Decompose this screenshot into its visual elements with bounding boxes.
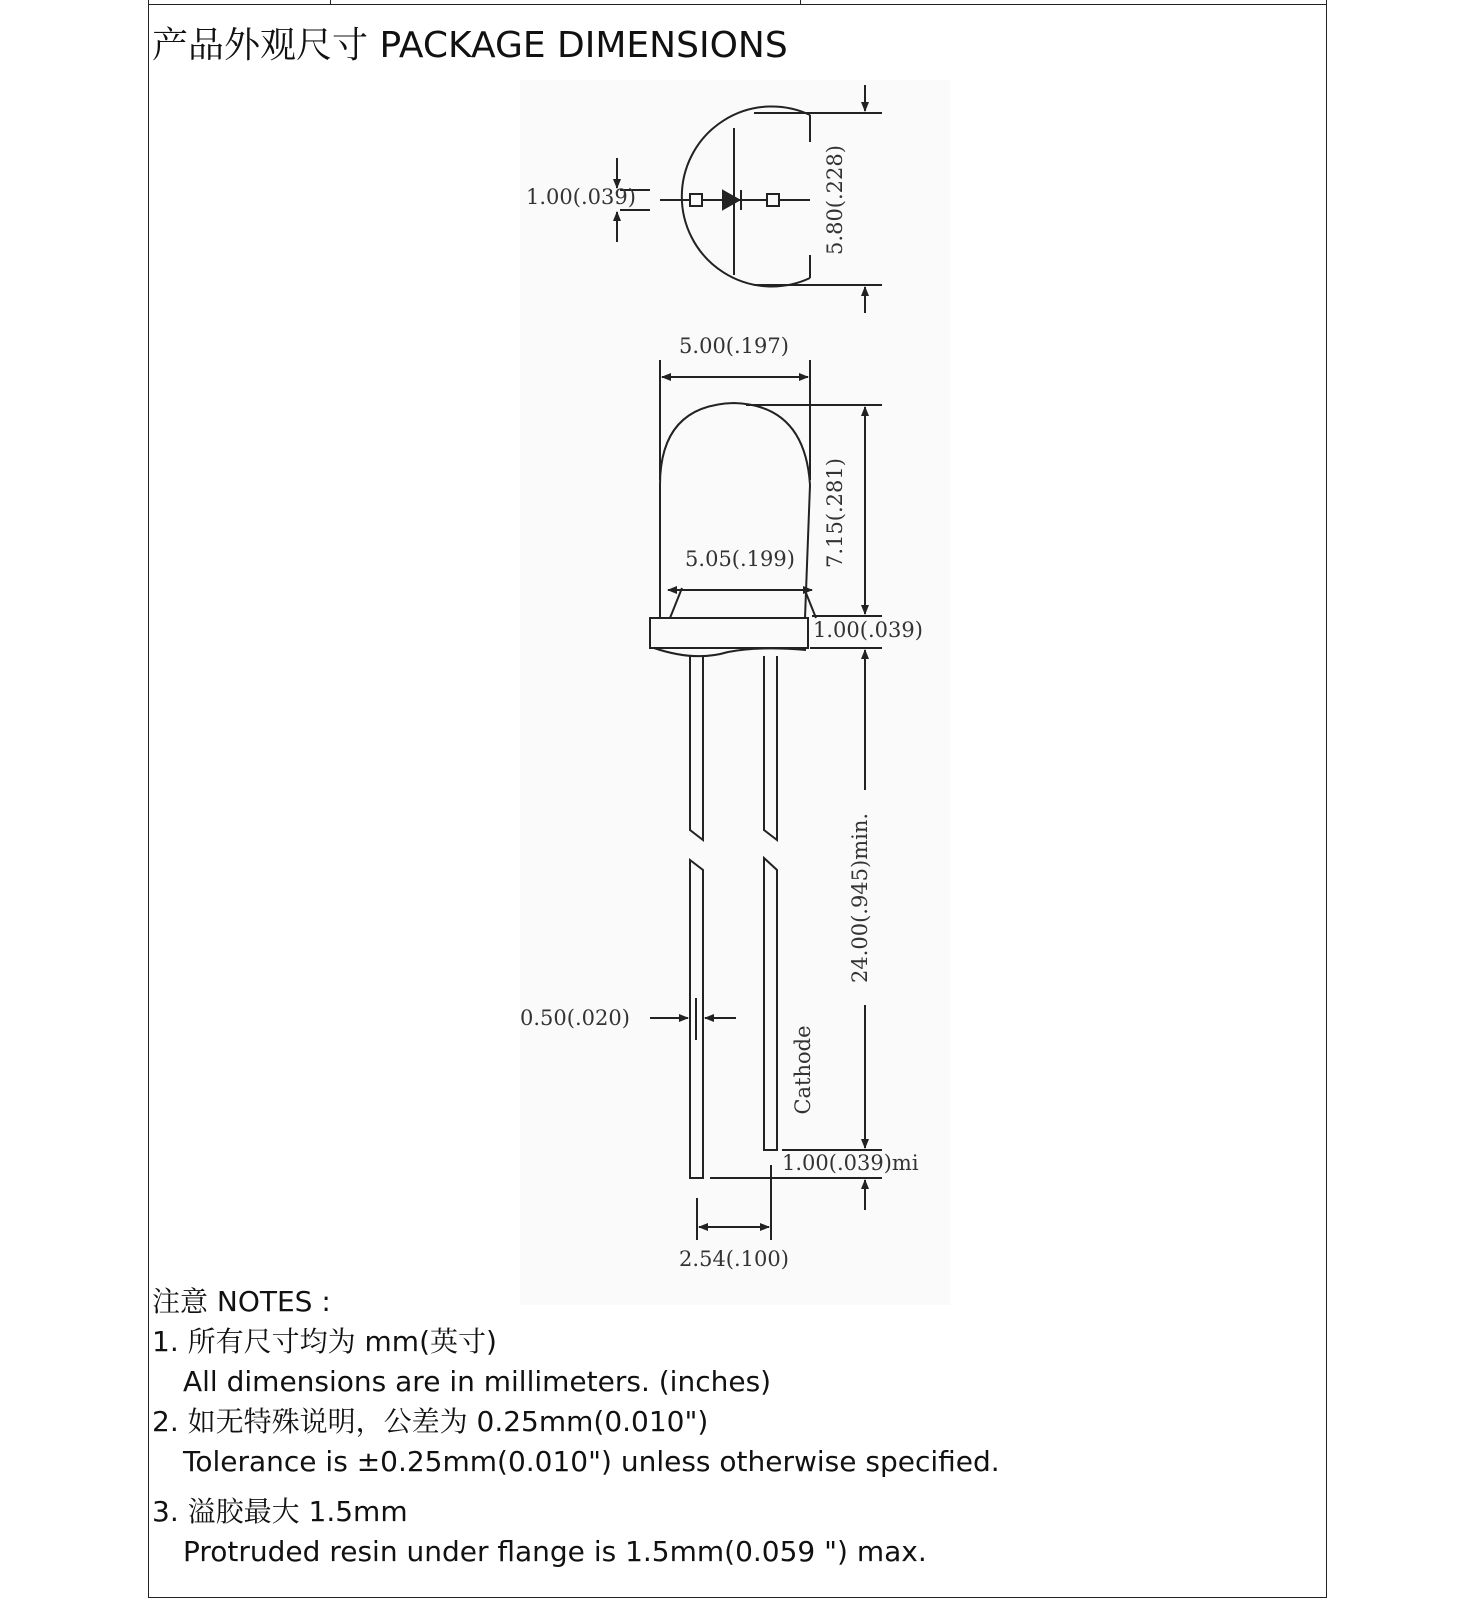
- anode-pad: [690, 194, 702, 206]
- note-1-cn: 1. 所有尺寸均为 mm(英寸): [152, 1325, 497, 1358]
- cathode-lead-bottom: [764, 858, 777, 1150]
- cathode-label: Cathode: [791, 1025, 815, 1115]
- diode-symbol: [723, 191, 739, 209]
- notes-section: [152, 1282, 1312, 1572]
- led-dome: [660, 403, 810, 618]
- dim-pitch: 2.54(.100): [679, 1247, 789, 1271]
- note-2-cn: 2. 如无特殊说明，公差为 0.25mm(0.010"): [152, 1405, 709, 1438]
- dim-flange-height: 1.00(.039): [813, 618, 923, 642]
- dim-lead-offset: 1.00(.039)mi: [782, 1151, 919, 1175]
- dim-body-diameter: 5.00(.197): [679, 334, 789, 358]
- dim-body-height: 7.15(.281): [823, 458, 847, 568]
- dim-inner-diameter: 5.05(.199): [685, 547, 795, 571]
- header-divider: [800, 0, 801, 5]
- dim-flange-outer: 5.80(.228): [823, 145, 847, 255]
- note-3-en: Protruded resin under flange is 1.5mm(0.059 ") max.: [183, 1535, 927, 1568]
- led-flange: [650, 618, 808, 648]
- cathode-lead-top: [764, 656, 777, 840]
- note-1-en: All dimensions are in millimeters. (inches): [183, 1365, 772, 1398]
- page-title: 产品外观尺寸 PACKAGE DIMENSIONS: [152, 25, 788, 66]
- dim-lead-width: 0.50(.020): [520, 1006, 630, 1030]
- dim-lead-length: 24.00(.945)min.: [848, 812, 872, 984]
- dimension-diagram: [520, 80, 950, 1305]
- note-2-en: Tolerance is ±0.25mm(0.010") unless otherwise specified.: [183, 1445, 1000, 1478]
- note-3-cn: 3. 溢胶最大 1.5mm: [152, 1495, 408, 1528]
- header-divider: [330, 0, 331, 5]
- cathode-pad: [767, 194, 779, 206]
- notes-heading: 注意 NOTES :: [152, 1285, 331, 1318]
- package-drawing: [520, 80, 950, 1305]
- header-rule: [148, 4, 1327, 5]
- dim-lead-spacing: 1.00(.039): [526, 185, 636, 209]
- anode-lead-top: [690, 656, 703, 840]
